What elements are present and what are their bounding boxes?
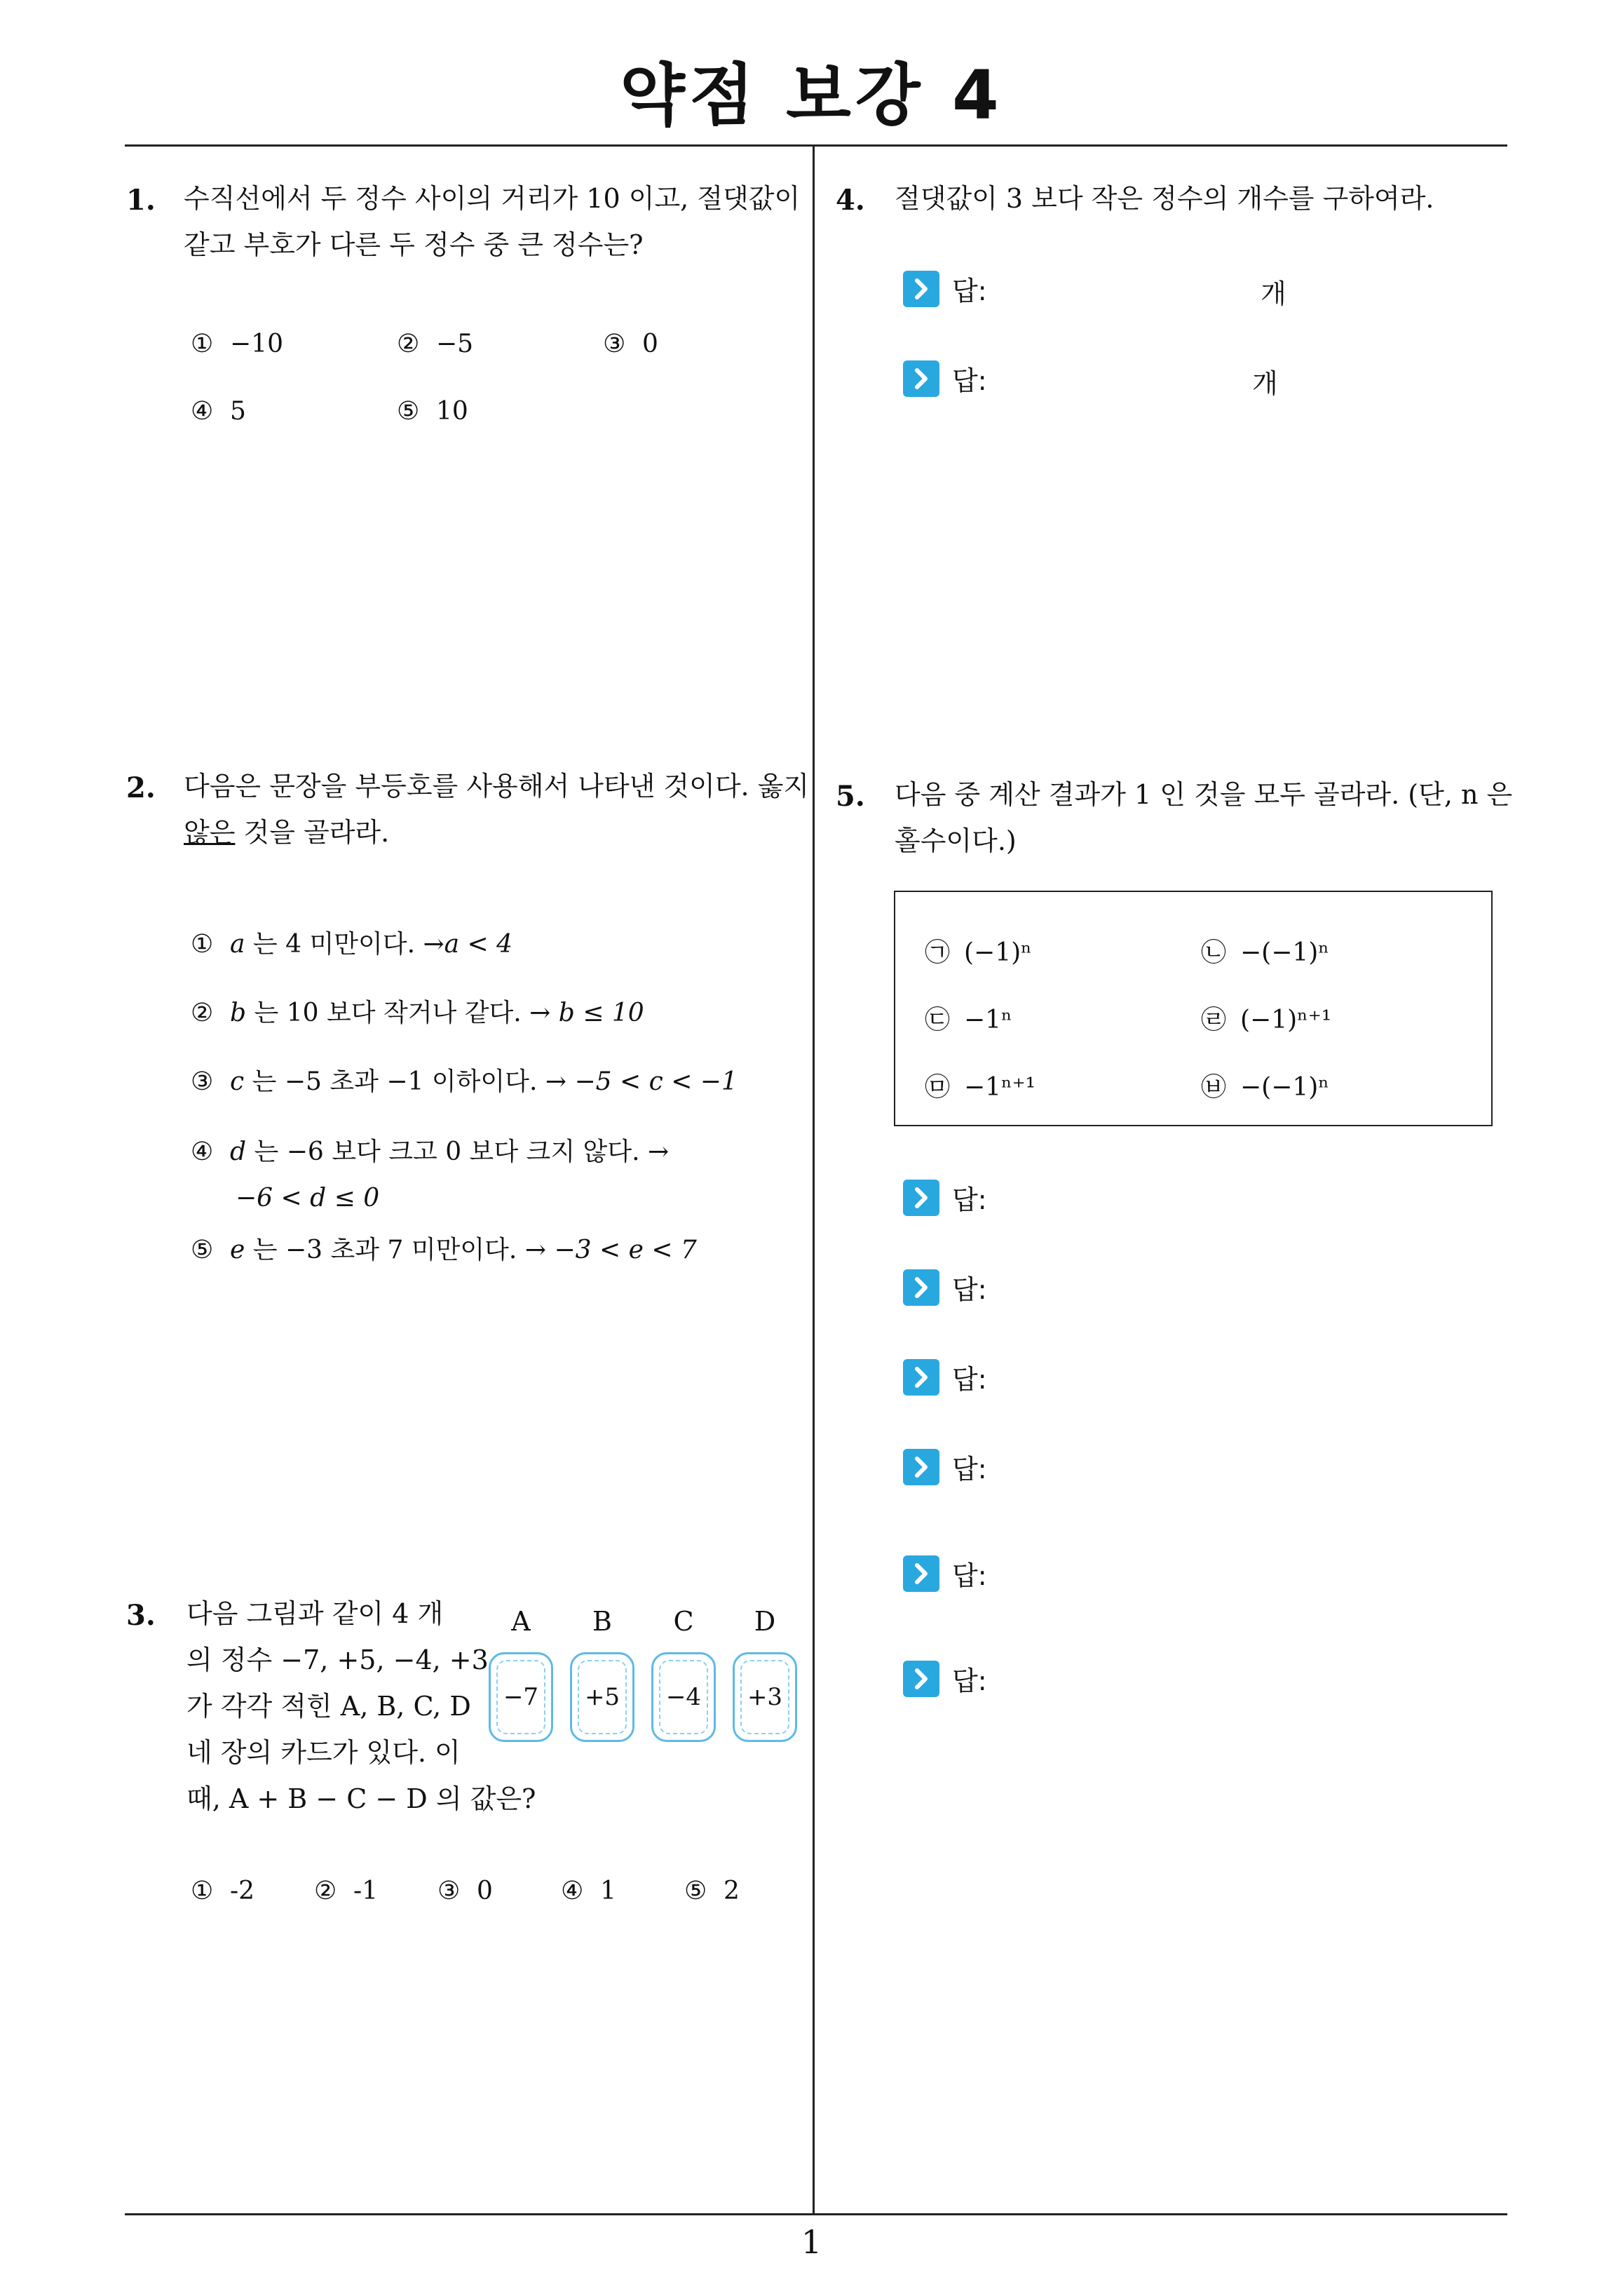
question-5-line-2: 홀수이다.) xyxy=(895,825,1017,856)
question-1-number: 1. xyxy=(126,184,156,217)
answer-arrow-icon xyxy=(903,1661,939,1697)
card-b xyxy=(570,1652,634,1742)
q2-choice-1[interactable]: ① a 는 4 미만이다. →a < 4 xyxy=(191,930,513,959)
q3-choice-2[interactable]: ② -1 xyxy=(314,1877,379,1905)
q5-item-6: ㉥ −(−1)ⁿ xyxy=(1201,1073,1329,1102)
q2-choice-2[interactable]: ② b 는 10 보다 작거나 같다. → b ≤ 10 xyxy=(191,999,644,1027)
q5-item-2: ㉡ −(−1)ⁿ xyxy=(1201,938,1329,967)
q3-choice-1[interactable]: ① -2 xyxy=(191,1877,255,1905)
q5-answer-5[interactable]: 답: xyxy=(903,1554,987,1593)
question-4-number: 4. xyxy=(836,184,865,217)
question-3-line-2: 의 정수 −7, +5, −4, +3 xyxy=(186,1645,489,1675)
header-divider xyxy=(125,144,1507,147)
page-title: 약점 보강 4 xyxy=(620,56,1003,135)
question-5-line-1: 다음 중 계산 결과가 1 인 것을 모두 골라라. (단, n 은 xyxy=(895,779,1513,810)
card-d-value: +3 xyxy=(740,1660,789,1734)
card-a-value: −7 xyxy=(496,1660,545,1734)
question-3-number: 3. xyxy=(126,1599,156,1632)
q3-choice-3[interactable]: ③ 0 xyxy=(437,1877,493,1905)
q4-answer-2[interactable]: 답: xyxy=(903,359,987,398)
question-1-line-2: 같고 부호가 다른 두 정수 중 큰 정수는? xyxy=(184,229,644,260)
card-c-value: −4 xyxy=(659,1660,708,1734)
q5-answer-4[interactable]: 답: xyxy=(903,1447,987,1486)
q5-answer-1[interactable]: 답: xyxy=(903,1178,987,1217)
card-a-label: A xyxy=(511,1606,531,1637)
card-d xyxy=(733,1652,797,1742)
question-4-text: 절댓값이 3 보다 작은 정수의 개수를 구하여라. xyxy=(895,183,1434,214)
answer-arrow-icon xyxy=(903,1555,939,1592)
card-d-label: D xyxy=(754,1606,776,1637)
q5-answer-6[interactable]: 답: xyxy=(903,1659,987,1698)
q3-choice-5[interactable]: ⑤ 2 xyxy=(684,1877,740,1905)
q2-choice-4[interactable]: ④ d 는 −6 보다 크고 0 보다 크지 않다. → −6 < d ≤ 0 xyxy=(191,1137,670,1213)
footer-divider xyxy=(125,2213,1507,2215)
answer-arrow-icon xyxy=(903,1359,939,1396)
q5-item-4: ㉣ (−1)ⁿ⁺¹ xyxy=(1201,1006,1332,1034)
q1-choice-5[interactable]: ⑤ 10 xyxy=(397,397,468,426)
q1-choice-1[interactable]: ① −10 xyxy=(191,330,283,358)
answer-arrow-icon xyxy=(903,360,939,397)
question-2-text xyxy=(184,763,809,856)
question-3-line-1: 다음 그림과 같이 4 개 xyxy=(186,1598,444,1629)
q1-choice-4[interactable]: ④ 5 xyxy=(191,397,246,426)
q4-answer-2-unit: 개 xyxy=(1252,368,1278,399)
question-3-text xyxy=(186,1591,536,1822)
answer-arrow-icon xyxy=(903,1180,939,1216)
q1-choice-2[interactable]: ② −5 xyxy=(397,330,474,358)
question-2-line-2: 않은 것을 골라라. xyxy=(184,817,390,848)
q5-item-1: ㉠ (−1)ⁿ xyxy=(925,938,1032,967)
question-3-line-3: 가 각각 적힌 A, B, C, D xyxy=(186,1691,471,1722)
card-a xyxy=(489,1652,553,1742)
question-2-line-1: 다음은 문장을 부등호를 사용해서 나타낸 것이다. 옳지 xyxy=(184,771,810,802)
answer-arrow-icon xyxy=(903,1449,939,1485)
q2-choice-3[interactable]: ③ c 는 −5 초과 −1 이하이다. → −5 < c < −1 xyxy=(191,1067,738,1096)
card-b-value: +5 xyxy=(578,1660,627,1734)
answer-arrow-icon xyxy=(903,1269,939,1306)
q4-answer-1[interactable]: 답: xyxy=(903,269,987,308)
card-c xyxy=(651,1652,716,1742)
column-divider xyxy=(813,144,815,2215)
question-2-number: 2. xyxy=(126,771,156,804)
answer-arrow-icon xyxy=(903,271,939,307)
q5-expression-box xyxy=(894,891,1493,1126)
question-3-line-5: 때, A + B − C − D 의 값은? xyxy=(186,1783,536,1814)
q5-answer-3[interactable]: 답: xyxy=(903,1358,987,1396)
q5-answer-2[interactable]: 답: xyxy=(903,1268,987,1306)
card-c-label: C xyxy=(673,1606,694,1637)
question-1-text xyxy=(184,175,800,268)
q5-item-5: ㉤ −1ⁿ⁺¹ xyxy=(925,1073,1036,1102)
question-3-line-4: 네 장의 카드가 있다. 이 xyxy=(186,1737,461,1768)
q3-choice-4[interactable]: ④ 1 xyxy=(561,1877,616,1905)
q5-item-3: ㉢ −1ⁿ xyxy=(925,1006,1012,1034)
q2-choice-5[interactable]: ⑤ e 는 −3 초과 7 미만이다. → −3 < e < 7 xyxy=(191,1236,697,1264)
card-b-label: B xyxy=(592,1606,612,1637)
question-1-line-1: 수직선에서 두 정수 사이의 거리가 10 이고, 절댓값이 xyxy=(184,183,801,214)
page-number: 1 xyxy=(801,2223,822,2261)
q1-choice-3[interactable]: ③ 0 xyxy=(603,330,658,358)
question-5-number: 5. xyxy=(836,780,865,813)
q4-answer-1-unit: 개 xyxy=(1261,278,1286,309)
question-5-text xyxy=(895,771,1512,864)
underlined-word: 않은 xyxy=(184,817,236,848)
